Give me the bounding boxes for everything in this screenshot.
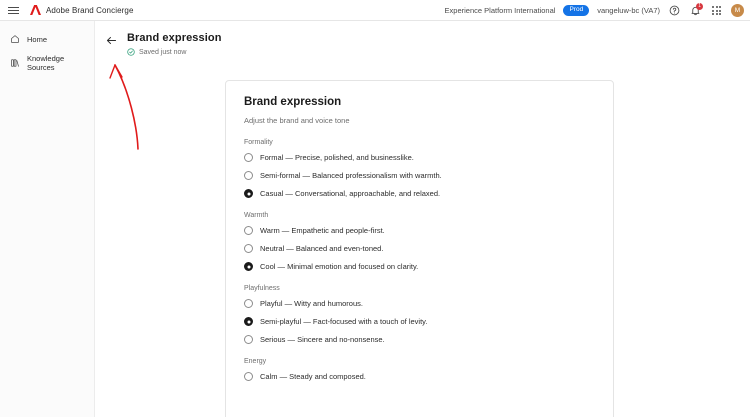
page-header <box>95 21 750 69</box>
radio-option[interactable] <box>244 317 595 326</box>
radio-option-label: Semi-playful — Fact-focused with a touch of levity. <box>260 317 428 326</box>
card-area <box>95 69 750 417</box>
radio-unselected-icon[interactable] <box>244 226 253 235</box>
card-title: Brand expression <box>244 96 342 108</box>
option-group <box>244 212 595 271</box>
option-groups <box>244 139 595 381</box>
status-badge: Saved just now <box>139 48 187 56</box>
radio-option[interactable] <box>244 171 595 180</box>
app-brand[interactable] <box>30 5 134 15</box>
radio-option-label: Warm — Empathetic and people-first. <box>260 226 385 235</box>
radio-unselected-icon[interactable] <box>244 299 253 308</box>
radio-selected-icon[interactable] <box>244 317 253 326</box>
radio-option-label: Semi-formal — Balanced professionalism with warmth. <box>260 171 442 180</box>
org-label: Experience Platform International <box>444 6 556 15</box>
radio-option[interactable] <box>244 335 595 344</box>
radio-selected-icon[interactable] <box>244 262 253 271</box>
sidebar-item-knowledge-sources[interactable] <box>0 49 94 77</box>
radio-option[interactable] <box>244 244 595 253</box>
option-group <box>244 139 595 198</box>
radio-option-label: Playful — Witty and humorous. <box>260 299 363 308</box>
main-content <box>95 21 750 417</box>
radio-option-label: Formal — Precise, polished, and businesslike. <box>260 153 414 162</box>
top-bar <box>0 0 750 21</box>
group-label: Warmth <box>244 212 269 219</box>
check-circle-icon <box>127 48 135 56</box>
sidebar-item-home[interactable] <box>0 29 94 49</box>
radio-unselected-icon[interactable] <box>244 244 253 253</box>
radio-option[interactable] <box>244 299 595 308</box>
group-label: Playfulness <box>244 285 280 292</box>
radio-option[interactable] <box>244 189 595 198</box>
back-arrow-icon[interactable] <box>105 34 118 47</box>
radio-unselected-icon[interactable] <box>244 153 253 162</box>
hamburger-icon[interactable] <box>8 4 20 16</box>
option-group <box>244 358 595 381</box>
avatar[interactable]: M <box>731 4 744 17</box>
sidebar-item-label: Home <box>27 34 48 44</box>
group-label: Formality <box>244 139 273 146</box>
library-icon <box>10 58 20 68</box>
body <box>0 21 750 417</box>
radio-option-label: Cool — Minimal emotion and focused on clarity. <box>260 262 419 271</box>
sidebar-item-label: Knowledge Sources <box>27 54 65 72</box>
radio-option-label: Serious — Sincere and no-nonsense. <box>260 335 385 344</box>
group-label: Energy <box>244 358 267 365</box>
notification-count: 1 <box>698 3 701 9</box>
option-group <box>244 285 595 344</box>
adobe-logo-icon <box>30 5 41 15</box>
save-status <box>127 48 222 56</box>
card-subtitle: Adjust the brand and voice tone <box>244 116 350 125</box>
top-bar-right <box>445 0 744 21</box>
radio-unselected-icon[interactable] <box>244 335 253 344</box>
radio-option[interactable] <box>244 226 595 235</box>
radio-unselected-icon[interactable] <box>244 372 253 381</box>
radio-option-label: Casual — Conversational, approachable, and relaxed. <box>260 189 441 198</box>
user-label: vangeluw-bc (VA7) <box>597 6 660 15</box>
radio-selected-icon[interactable] <box>244 189 253 198</box>
radio-option-label: Neutral — Balanced and even-toned. <box>260 244 384 253</box>
page-header-text <box>127 32 222 56</box>
home-icon <box>10 34 20 44</box>
radio-option[interactable] <box>244 262 595 271</box>
sidebar <box>0 21 95 417</box>
bell-icon[interactable] <box>689 4 702 17</box>
help-icon[interactable] <box>668 4 681 17</box>
app-grid-icon[interactable] <box>710 4 723 17</box>
env-badge: Prod <box>563 5 589 16</box>
app-title: Adobe Brand Concierge <box>46 5 134 15</box>
radio-option[interactable] <box>244 372 595 381</box>
radio-unselected-icon[interactable] <box>244 171 253 180</box>
radio-option[interactable] <box>244 153 595 162</box>
page-title: Brand expression <box>127 32 222 44</box>
brand-expression-card <box>225 80 614 417</box>
radio-option-label: Calm — Steady and composed. <box>260 372 366 381</box>
